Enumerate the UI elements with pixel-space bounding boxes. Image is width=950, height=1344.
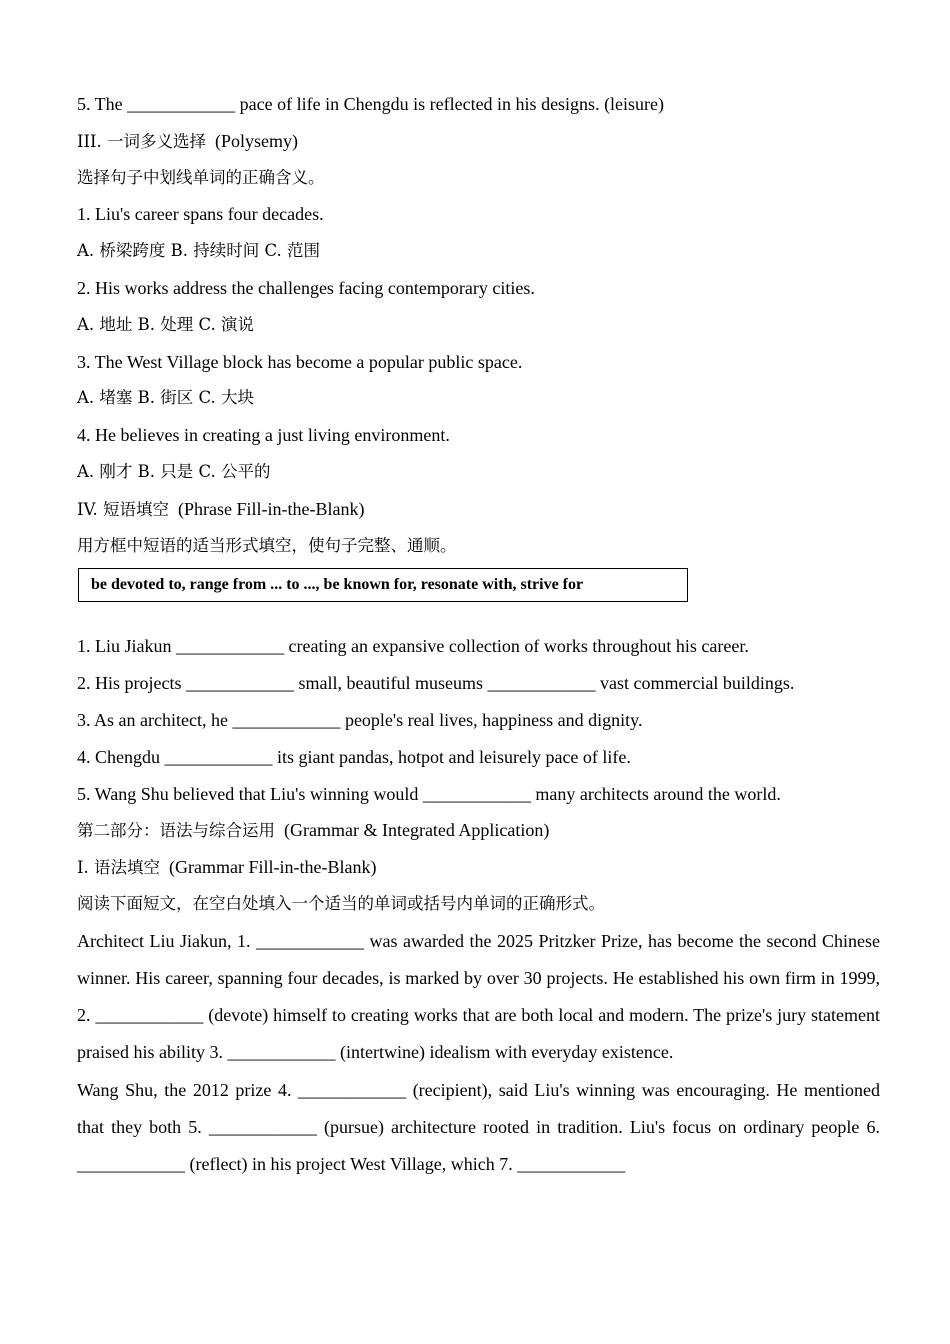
section-iii-instruction: 选择句子中划线单词的正确含义。 bbox=[77, 167, 325, 187]
grammar-paragraph-1: Architect Liu Jiakun, 1. ____________ was awarded the 2025 Pritzker Prize, has become the second Chinese winner. His career, spanning four decades, is marked by over 30 projects. He established his own firm in 1999, 2. ____________ (devote) himself to creating works that are both local and modern. The prize's jury statement praised his ability 3. ____________ (intertwine) idealism with everyday existence. bbox=[77, 930, 880, 1063]
phrase-box: be devoted to, range from ... to ..., be known for, resonate with, strive for bbox=[78, 568, 688, 602]
polysemy-q4-options: A. 刚才 B. 只是 C. 公平的 bbox=[77, 461, 271, 481]
grammar-paragraph-2: Wang Shu, the 2012 prize 4. ____________ (recipient), said Liu's winning was encouraging. He mentioned that they both 5. ____________ (pursue) architecture rooted in tradition. Liu's focus on ordinary people 6. ____________ (reflect) in his project West Village, which 7. ____________ bbox=[77, 1079, 880, 1174]
phrase-q2: 2. His projects ____________ small, beautiful museums ____________ vast commercial buildings. bbox=[77, 673, 795, 694]
section-iii-heading-cn: III. 一词多义选择 bbox=[77, 131, 207, 151]
polysemy-q1-options: A. 桥梁跨度 B. 持续时间 C. 范围 bbox=[77, 241, 321, 261]
section-iv-instruction: 用方框中短语的适当形式填空，使句子完整、通顺。 bbox=[77, 535, 457, 555]
section-iii-heading bbox=[77, 123, 880, 160]
phrase-q5: 5. Wang Shu believed that Liu's winning would ____________ many architects around the world. bbox=[77, 783, 781, 804]
grammar-subheading-cn: I. 语法填空 bbox=[77, 858, 161, 878]
polysemy-q3: 3. The West Village block has become a popular public space. bbox=[77, 351, 523, 372]
section-iv-heading-cn: IV. 短语填空 bbox=[77, 499, 170, 519]
part2-heading-en: (Grammar & Integrated Application) bbox=[284, 820, 550, 841]
section-iv-heading bbox=[77, 491, 880, 528]
polysemy-q4: 4. He believes in creating a just living environment. bbox=[77, 425, 450, 446]
section-iv-heading-en: (Phrase Fill-in-the-Blank) bbox=[178, 498, 365, 519]
polysemy-q2: 2. His works address the challenges facing contemporary cities. bbox=[77, 277, 535, 298]
grammar-subheading-en: (Grammar Fill-in-the-Blank) bbox=[169, 857, 377, 878]
part2-heading bbox=[77, 812, 880, 849]
worksheet-page bbox=[77, 86, 880, 1183]
grammar-subheading bbox=[77, 849, 880, 886]
part2-heading-cn: 第二部分：语法与综合运用 bbox=[77, 821, 275, 841]
section-iii-heading-en: (Polysemy) bbox=[215, 130, 299, 151]
polysemy-q1: 1. Liu's career spans four decades. bbox=[77, 204, 324, 225]
phrase-q3: 3. As an architect, he ____________ people's real lives, happiness and dignity. bbox=[77, 709, 643, 730]
question-s2-5: 5. The ____________ pace of life in Chengdu is reflected in his designs. (leisure) bbox=[77, 94, 665, 114]
phrase-q1: 1. Liu Jiakun ____________ creating an expansive collection of works throughout his career. bbox=[77, 636, 749, 657]
phrase-q4: 4. Chengdu ____________ its giant pandas, hotpot and leisurely pace of life. bbox=[77, 746, 631, 767]
polysemy-q3-options: A. 堵塞 B. 街区 C. 大块 bbox=[77, 388, 255, 408]
grammar-instruction: 阅读下面短文，在空白处填入一个适当的单词或括号内单词的正确形式。 bbox=[77, 893, 605, 913]
polysemy-q2-options: A. 地址 B. 处理 C. 演说 bbox=[77, 314, 255, 334]
